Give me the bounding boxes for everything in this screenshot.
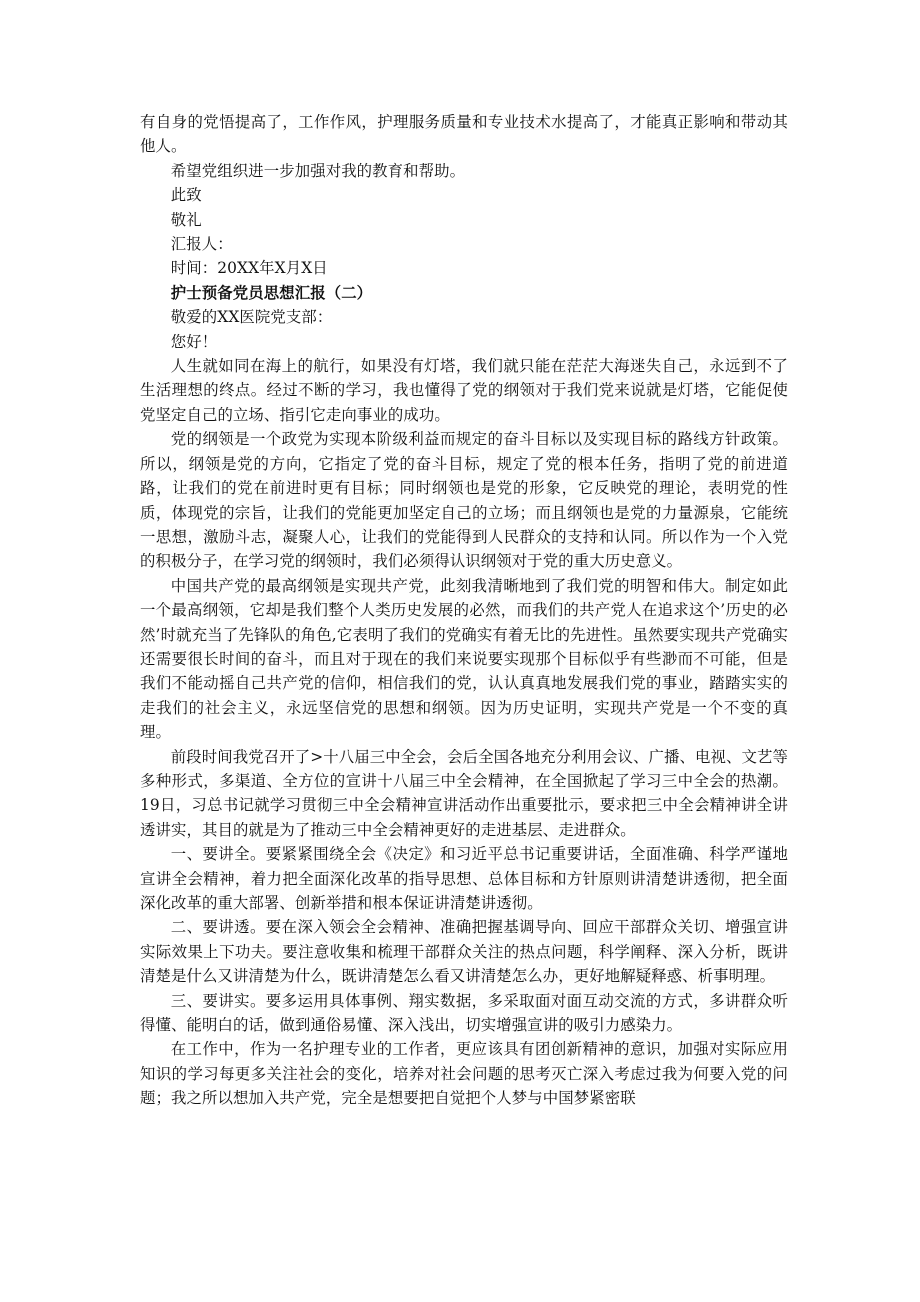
paragraph-4: 党的纲领是一个政党为实现本阶级利益而规定的奋斗目标以及实现目标的路线方针政策。所以，纲领是党的方向，它指定了党的奋斗目标，规定了党的根本任务，指明了党的前进道路，让我们的党在前进时更有目标；同时纲领也是党的形象，它反映党的理论，表明党的性质，体现党的宗旨，让我们的党能更加坚定自己的立场；而且纲领也是党的力量源泉，它能统一思想，激励斗志，凝聚人心，让我们的党能得到人民群众的支持和认同。所以作为一个入党的积极分子，在学习党的纲领时，我们必须得认识纲领对于党的重大历史意义。	[140, 430, 788, 571]
paragraph-2: 希望党组织进一步加强对我的教育和帮助。	[170, 161, 466, 180]
closing-line-2: 敬礼	[170, 210, 202, 229]
paragraph-3: 人生就如同在海上的航行，如果没有灯塔，我们就只能在茫茫大海迷失自己，永远到不了生活理想的终点。经过不断的学习，我也懂得了党的纲领对于我们党来说就是灯塔，它能促使党坚定自己的立场、指引它走向事业的成功。	[140, 357, 788, 424]
document-body	[140, 110, 788, 1111]
paragraph-1: 有自身的党悟提高了，工作作风，护理服务质量和专业技术水提高了，才能真正影响和带动其他人。	[140, 113, 788, 156]
paragraph-5: 中国共产党的最高纲领是实现共产党，此刻我清晰地到了我们党的明智和伟大。制定如此一个最高纲领，它却是我们整个人类历史发展的必然，而我们的共产党人在追求这个’历史的必然’时就充当了先锋队的角色,它表明了我们的党确实有着无比的先进性。虽然要实现共产党确实还需要很长时间的奋斗，而且对于现在的我们来说要实现那个目标似乎有些渺而不可能，但是我们不能动摇自己共产党的信仰，相信我们的党，认认真真地发展我们党的事业，踏踏实实的走我们的社会主义，永远坚信党的思想和纲领。因为历史证明，实现共产党是一个不变的真理。	[140, 576, 788, 742]
salutation: 敬爱的XX医院党支部：	[170, 308, 333, 327]
paragraph-6: 前段时间我党召开了>十八届三中全会，会后全国各地充分利用会议、广播、电视、文艺等多种形式，多渠道、全方位的宣讲十八届三中全会精神，在全国掀起了学习三中全会的热潮。19日，习总书记就学习贯彻三中全会精神宣讲活动作出重要批示，要求把三中全会精神讲全讲透讲实，其目的就是为了推动三中全会精神更好的走进基层、走进群众。	[140, 747, 788, 839]
greeting: 您好！	[170, 332, 218, 351]
paragraph-9: 三、要讲实。要多运用具体事例、翔实数据，多采取面对面互动交流的方式，多讲群众听得懂、能明白的话，做到通俗易懂、深入浅出，切实增强宣讲的吸引力感染力。	[140, 991, 788, 1035]
section-heading: 护士预备党员思想汇报（二）	[170, 283, 373, 302]
date-line: 时间：20XX年X月X日	[170, 259, 328, 278]
paragraph-8: 二、要讲透。要在深入领会全会精神、准确把握基调导向、回应干部群众关切、增强宣讲实际效果上下功夫。要注意收集和梳理干部群众关注的热点问题，科学阐释、深入分析，既讲清楚是什么又讲清楚为什么，既讲清楚怎么看又讲清楚怎么办，更好地解疑释惑、析事明理。	[140, 918, 788, 986]
paragraph-7: 一、要讲全。要紧紧围绕全会《决定》和习近平总书记重要讲话，全面准确、科学严谨地宣讲全会精神，着力把全面深化改革的指导思想、总体目标和方针原则讲清楚讲透彻，把全面深化改革的重大部署、创新举措和根本保证讲清楚讲透彻。	[140, 845, 788, 912]
closing-line-1: 此致	[170, 186, 202, 205]
reporter-line: 汇报人：	[170, 235, 233, 254]
paragraph-10: 在工作中，作为一名护理专业的工作者，更应该具有团创新精神的意识，加强对实际应用知识的学习每更多关注社会的变化，培养对社会问题的思考灭亡深入考虑过我为何要入党的问题；我之所以想加入共产党，完全是想要把自觉把个人梦与中国梦紧密联	[140, 1040, 788, 1108]
